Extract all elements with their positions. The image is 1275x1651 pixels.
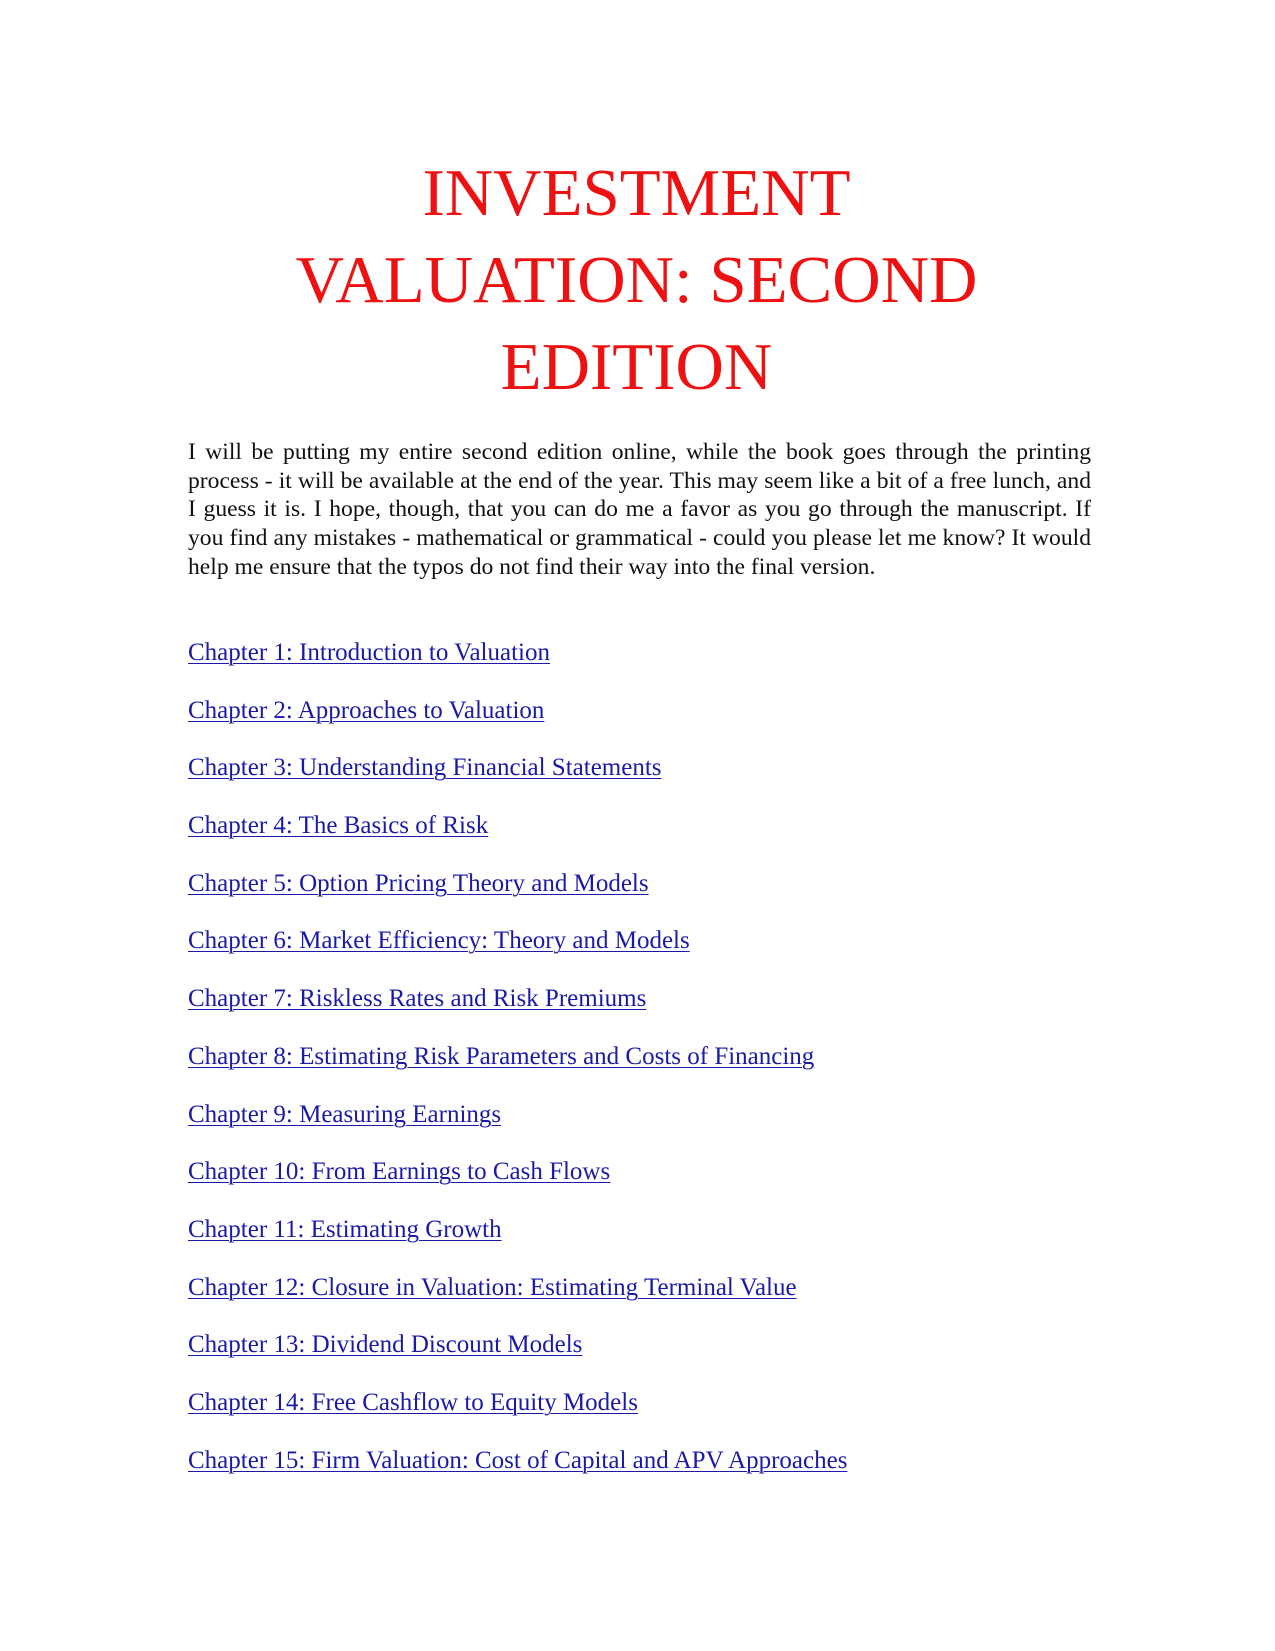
chapter-5-link[interactable]: Chapter 5: Option Pricing Theory and Models [188,869,649,897]
page-title [180,150,1093,411]
chapter-2-link[interactable]: Chapter 2: Approaches to Valuation [188,696,545,724]
chapter-13-link[interactable]: Chapter 13: Dividend Discount Models [188,1331,583,1359]
chapter-list [188,637,847,1502]
chapter-8-link[interactable]: Chapter 8: Estimating Risk Parameters and Costs of Financing [188,1042,815,1070]
title-line-3: EDITION [500,330,773,404]
chapter-12-link[interactable]: Chapter 12: Closure in Valuation: Estimating Terminal Value [188,1273,797,1301]
chapter-11-link[interactable]: Chapter 11: Estimating Growth [188,1215,502,1243]
chapter-10-link[interactable]: Chapter 10: From Earnings to Cash Flows [188,1158,611,1186]
chapter-1-link[interactable]: Chapter 1: Introduction to Valuation [188,639,550,666]
chapter-14-link[interactable]: Chapter 14: Free Cashflow to Equity Models [188,1388,638,1416]
list-item [188,1214,847,1272]
title-line-2: VALUATION: SECOND [295,243,978,317]
list-item [188,1041,847,1099]
list-item [188,695,847,753]
intro-paragraph: I will be putting my entire second edition online, while the book goes through the printing process - it will be available at the end of the year. This may seem like a bit of a free lunch, and I guess it is. I hope, though, that you can do me a favor as you go through the manuscript. If you find any mistakes - mathematical or grammatical - could you please let me know? It would help me ensure that the typos do not find their way into the final version. [188,439,1091,580]
chapter-4-link[interactable]: Chapter 4: The Basics of Risk [188,812,489,840]
list-item [188,637,847,695]
list-item [188,868,847,926]
list-item [188,983,847,1041]
title-line-1: INVESTMENT [422,156,851,230]
list-item [188,1156,847,1214]
list-item [188,810,847,868]
list-item [188,1329,847,1387]
list-item [188,1099,847,1157]
chapter-7-link[interactable]: Chapter 7: Riskless Rates and Risk Premiums [188,985,647,1013]
list-item [188,925,847,983]
list-item [188,1387,847,1445]
chapter-9-link[interactable]: Chapter 9: Measuring Earnings [188,1100,502,1128]
chapter-6-link[interactable]: Chapter 6: Market Efficiency: Theory and Models [188,927,690,955]
list-item [188,1445,847,1503]
list-item [188,752,847,810]
chapter-3-link[interactable]: Chapter 3: Understanding Financial Statements [188,754,662,782]
list-item [188,1272,847,1330]
chapter-15-link[interactable]: Chapter 15: Firm Valuation: Cost of Capital and APV Approaches [188,1446,848,1474]
